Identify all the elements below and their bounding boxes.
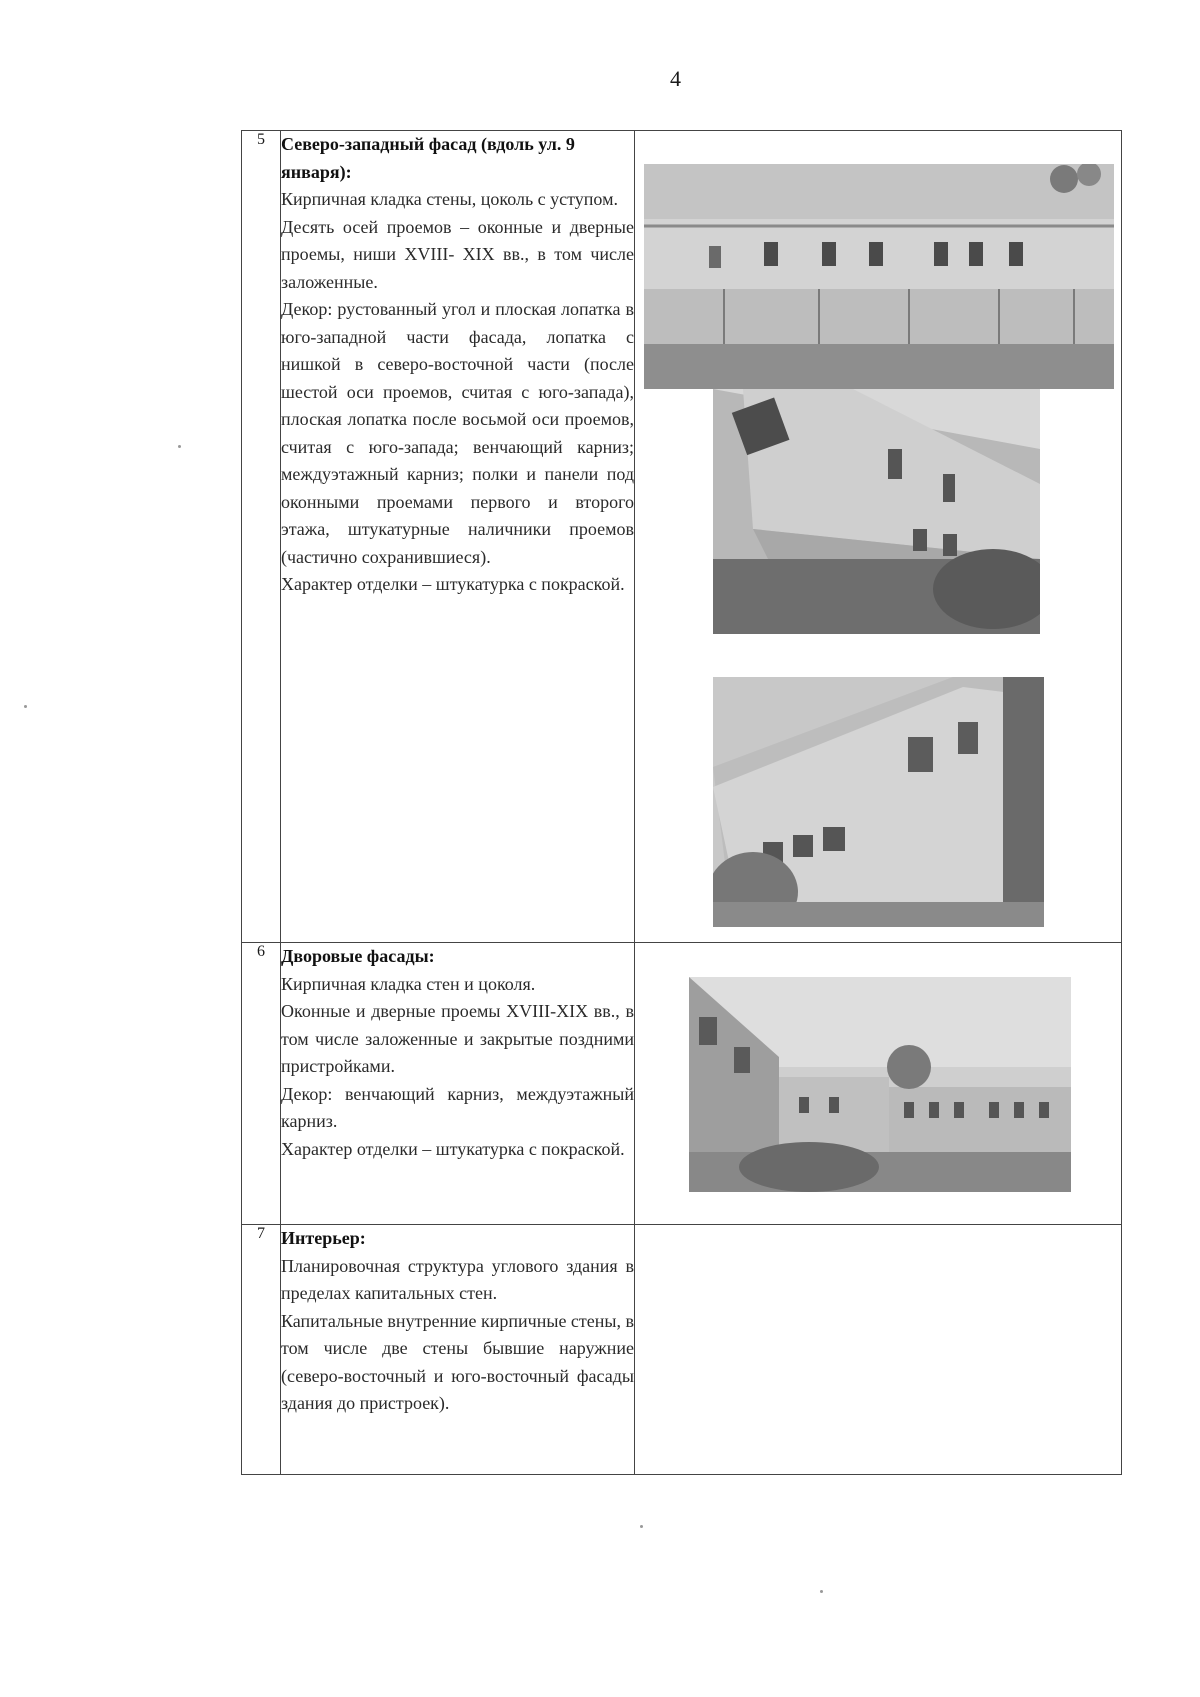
facade-table [241, 130, 1122, 1475]
paragraph: Десять осей проемов – оконные и дверные проемы, ниши XVIII- XIX вв., в том числе заложенные. [281, 216, 634, 292]
row-description [281, 1225, 635, 1475]
scan-speck [640, 1525, 643, 1528]
facade-photo [713, 677, 1044, 927]
scan-speck [178, 445, 181, 448]
row-description [281, 131, 635, 943]
row-heading: Северо-западный фасад (вдоль ул. 9 января): [281, 134, 575, 182]
paragraph: Кирпичная кладка стены, цоколь с уступом. [281, 189, 618, 209]
facade-photo [713, 389, 1040, 634]
courtyard-photo [689, 977, 1071, 1192]
photo-cell-empty [635, 1225, 1122, 1475]
photo-cell [635, 943, 1122, 1225]
row-number: 7 [242, 1225, 281, 1475]
paragraph: Кирпичная кладка стен и цоколя. [281, 973, 536, 994]
row-heading: Интерьер: [281, 1228, 366, 1248]
paragraph: Характер отделки – штукатурка с покраской. [281, 1138, 625, 1159]
paragraph: Декор: рустованный угол и плоская лопатка в юго-западной части фасада, лопатка с нишкой в северо-восточной части (после шестой оси проемов, считая с юго-запада), плоская лопатка после восьмой оси проемов, считая с юго-запада; венчающий карниз; междуэтажный карниз; полки и панели под оконными проемами первого и второго этажа, штукатурные наличники проемов (частично сохранившиеся). [281, 299, 634, 567]
table-row [242, 943, 1122, 1225]
facade-photo [644, 164, 1114, 389]
scan-speck [24, 705, 27, 708]
row-description [281, 943, 635, 1225]
paragraph: Планировочная структура углового здания в пределах капитальных стен. [281, 1255, 634, 1303]
scan-speck [820, 1590, 823, 1593]
paragraph: Оконные и дверные проемы XVIII-XIX вв., в том числе заложенные и закрытые поздними пристройками. [281, 1001, 634, 1076]
photo-cell [635, 131, 1122, 943]
paragraph: Декор: венчающий карниз, междуэтажный карниз. [281, 1083, 634, 1131]
row-heading: Дворовые фасады: [281, 946, 435, 966]
paragraph: Характер отделки – штукатурка с покраской. [281, 574, 625, 594]
paragraph: Капитальные внутренние кирпичные стены, в том числе две стены бывшие наружние (северо-восточный и юго-восточный фасады здания до пристроек). [281, 1310, 635, 1413]
table-row [242, 131, 1122, 943]
row-number: 6 [242, 943, 281, 1225]
table-row [242, 1225, 1122, 1475]
row-number: 5 [242, 131, 281, 943]
page-number: 4 [670, 66, 681, 91]
